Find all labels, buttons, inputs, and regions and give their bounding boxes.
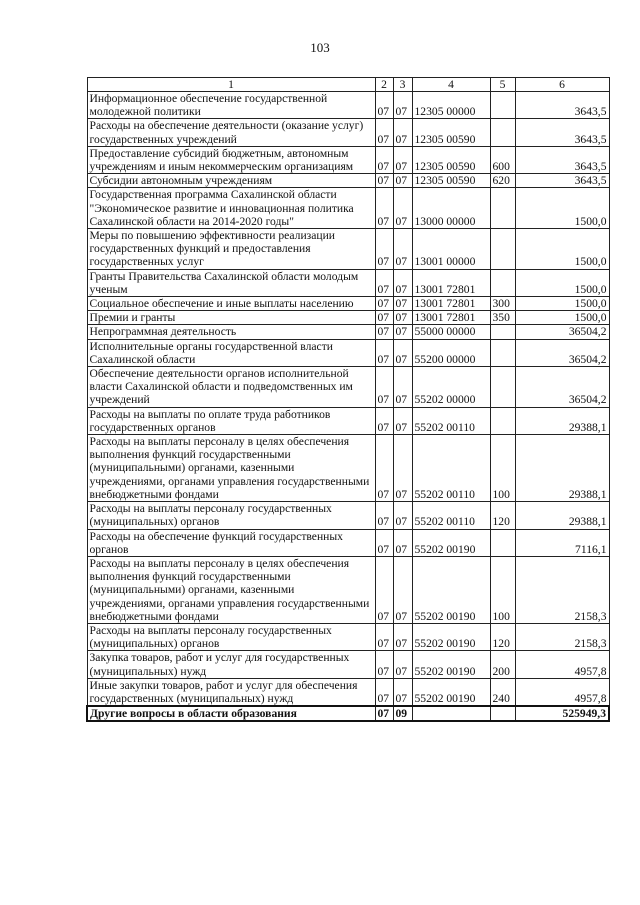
cell-target-article: 55200 00000 [412,339,490,366]
cell-name: Гранты Правительства Сахалинской области молодым ученым [87,269,375,296]
cell-section: 07 [375,706,393,721]
cell-section: 07 [375,119,393,146]
page-number: 103 [310,40,330,55]
cell-subsection: 07 [393,435,412,502]
cell-expense-type: 100 [490,435,515,502]
cell-subsection: 07 [393,229,412,270]
table-row [87,367,609,408]
cell-name: Государственная программа Сахалинской области "Экономическое развитие и инновационная политика Сахалинской области на 2014-2020 годы" [87,188,375,229]
cell-name: Исполнительные органы государственной власти Сахалинской области [87,339,375,366]
cell-section: 07 [375,188,393,229]
cell-target-article: 55202 00190 [412,651,490,678]
cell-name: Закупка товаров, работ и услуг для государственных (муниципальных) нужд [87,651,375,678]
cell-name: Расходы на выплаты персоналу государственных (муниципальных) органов [87,623,375,650]
cell-expense-type: 120 [490,623,515,650]
cell-expense-type: 620 [490,174,515,188]
cell-section: 07 [375,174,393,188]
table-row [87,339,609,366]
cell-expense-type: 200 [490,651,515,678]
cell-name: Расходы на выплаты персоналу государственных (муниципальных) органов [87,502,375,529]
cell-target-article: 13000 00000 [412,188,490,229]
cell-target-article: 12305 00000 [412,92,490,119]
header-cell-rz: 2 [375,78,393,92]
cell-name: Расходы на выплаты персоналу в целях обеспечения выполнения функций государственными (муниципальными) органами, казенными учреждениями, органами управления государственными внебюджетными фондами [87,556,375,623]
cell-amount: 36504,2 [515,339,609,366]
cell-name: Обеспечение деятельности органов исполнительной власти Сахалинской области и подведомственных им учреждений [87,367,375,408]
cell-name: Информационное обеспечение государственной молодежной политики [87,92,375,119]
table-row [87,407,609,434]
cell-subsection: 07 [393,311,412,325]
cell-expense-type [490,92,515,119]
header-cell-pr: 3 [393,78,412,92]
cell-subsection: 07 [393,174,412,188]
cell-section: 07 [375,229,393,270]
cell-target-article: 55000 00000 [412,325,490,339]
cell-section: 07 [375,367,393,408]
cell-amount: 2158,3 [515,623,609,650]
cell-target-article: 13001 00000 [412,229,490,270]
cell-target-article: 55202 00110 [412,435,490,502]
header-cell-sum: 6 [515,78,609,92]
cell-target-article: 55202 00000 [412,367,490,408]
cell-expense-type [490,229,515,270]
cell-target-article: 55202 00190 [412,556,490,623]
cell-target-article: 13001 72801 [412,297,490,311]
cell-expense-type: 600 [490,146,515,173]
cell-expense-type: 350 [490,311,515,325]
cell-name: Предоставление субсидий бюджетным, автономным учреждениям и иным некоммерческим организациям [87,146,375,173]
cell-amount: 3643,5 [515,119,609,146]
cell-section: 07 [375,435,393,502]
table-row [87,174,609,188]
cell-subsection: 07 [393,269,412,296]
table-row [87,651,609,678]
cell-subsection: 07 [393,146,412,173]
cell-target-article: 13001 72801 [412,311,490,325]
cell-target-article: 12305 00590 [412,174,490,188]
cell-expense-type [490,706,515,721]
cell-subsection: 07 [393,367,412,408]
cell-expense-type [490,119,515,146]
cell-expense-type [490,325,515,339]
table-row [87,325,609,339]
cell-amount: 36504,2 [515,367,609,408]
header-cell-name: 1 [87,78,375,92]
cell-subsection: 07 [393,502,412,529]
cell-subsection: 07 [393,325,412,339]
table-row [87,229,609,270]
cell-section: 07 [375,339,393,366]
table-row [87,269,609,296]
cell-section: 07 [375,556,393,623]
header-cell-vr: 5 [490,78,515,92]
cell-name: Премии и гранты [87,311,375,325]
cell-subsection: 07 [393,529,412,556]
cell-name: Социальное обеспечение и иные выплаты населению [87,297,375,311]
table-row [87,146,609,173]
table-row [87,119,609,146]
cell-section: 07 [375,529,393,556]
table-row [87,188,609,229]
cell-expense-type [490,339,515,366]
table-row [87,678,609,706]
cell-amount: 3643,5 [515,92,609,119]
cell-subsection: 07 [393,678,412,706]
cell-section: 07 [375,92,393,119]
table-row [87,92,609,119]
cell-section: 07 [375,325,393,339]
cell-amount: 3643,5 [515,146,609,173]
cell-section: 07 [375,407,393,434]
cell-amount: 7116,1 [515,529,609,556]
cell-expense-type [490,367,515,408]
cell-subsection: 07 [393,188,412,229]
table-row [87,556,609,623]
cell-amount: 4957,8 [515,651,609,678]
cell-subsection: 07 [393,623,412,650]
cell-section: 07 [375,269,393,296]
cell-subsection: 09 [393,706,412,721]
cell-subsection: 07 [393,407,412,434]
cell-amount: 29388,1 [515,435,609,502]
cell-expense-type: 120 [490,502,515,529]
cell-amount: 4957,8 [515,678,609,706]
cell-target-article: 12305 00590 [412,119,490,146]
cell-subsection: 07 [393,339,412,366]
table-row [87,623,609,650]
cell-subsection: 07 [393,651,412,678]
cell-target-article: 55202 00190 [412,623,490,650]
cell-amount: 525949,3 [515,706,609,721]
cell-expense-type: 240 [490,678,515,706]
cell-amount: 1500,0 [515,311,609,325]
cell-section: 07 [375,623,393,650]
cell-target-article: 12305 00590 [412,146,490,173]
cell-name: Меры по повышению эффективности реализации государственных функций и предоставления государственных услуг [87,229,375,270]
cell-name: Расходы на выплаты персоналу в целях обеспечения выполнения функций государственными (муниципальными) органами, казенными учреждениями, органами управления государственными внебюджетными фондами [87,435,375,502]
cell-name: Расходы на выплаты по оплате труда работников государственных органов [87,407,375,434]
cell-expense-type [490,529,515,556]
cell-amount: 29388,1 [515,502,609,529]
cell-section: 07 [375,311,393,325]
table-row [87,706,609,721]
cell-subsection: 07 [393,92,412,119]
budget-table [86,77,610,722]
cell-name: Субсидии автономным учреждениям [87,174,375,188]
cell-section: 07 [375,297,393,311]
cell-name: Расходы на обеспечение деятельности (оказание услуг) государственных учреждений [87,119,375,146]
cell-amount: 1500,0 [515,297,609,311]
cell-amount: 2158,3 [515,556,609,623]
cell-target-article: 13001 72801 [412,269,490,296]
cell-subsection: 07 [393,297,412,311]
cell-subsection: 07 [393,119,412,146]
cell-amount: 3643,5 [515,174,609,188]
table-row [87,529,609,556]
table-body [87,92,609,722]
cell-target-article [412,706,490,721]
cell-target-article: 55202 00110 [412,502,490,529]
cell-amount: 36504,2 [515,325,609,339]
cell-section: 07 [375,678,393,706]
table-row [87,502,609,529]
cell-name: Иные закупки товаров, работ и услуг для обеспечения государственных (муниципальных) нужд [87,678,375,706]
table-row [87,297,609,311]
cell-target-article: 55202 00190 [412,678,490,706]
cell-section: 07 [375,651,393,678]
cell-target-article: 55202 00110 [412,407,490,434]
cell-amount: 1500,0 [515,188,609,229]
cell-subsection: 07 [393,556,412,623]
cell-amount: 1500,0 [515,269,609,296]
table-row [87,311,609,325]
cell-expense-type: 100 [490,556,515,623]
cell-expense-type [490,188,515,229]
cell-target-article: 55202 00190 [412,529,490,556]
cell-name: Расходы на обеспечение функций государственных органов [87,529,375,556]
table-row [87,435,609,502]
header-cell-csr: 4 [412,78,490,92]
cell-amount: 29388,1 [515,407,609,434]
cell-expense-type [490,407,515,434]
cell-name: Непрограммная деятельность [87,325,375,339]
cell-name: Другие вопросы в области образования [87,706,375,721]
cell-expense-type [490,269,515,296]
cell-expense-type: 300 [490,297,515,311]
cell-section: 07 [375,502,393,529]
cell-amount: 1500,0 [515,229,609,270]
cell-section: 07 [375,146,393,173]
header-row [87,78,609,92]
